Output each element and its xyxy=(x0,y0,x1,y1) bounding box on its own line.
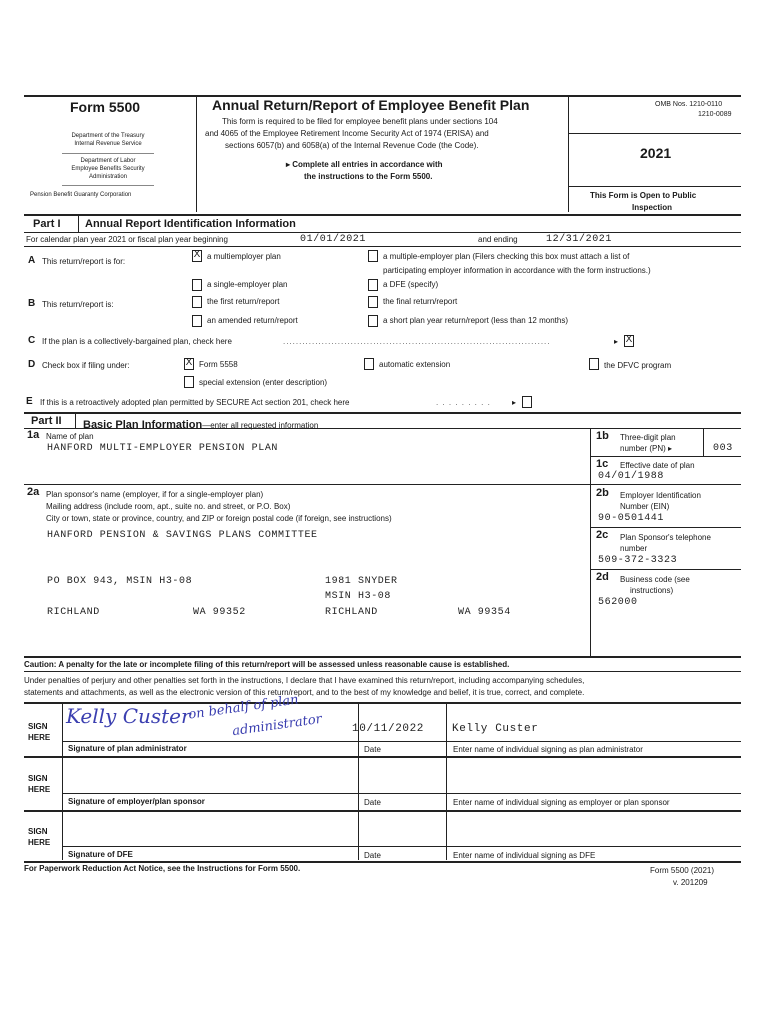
signature-note-2: administrator xyxy=(231,711,323,740)
special-extension-label: special extension (enter description) xyxy=(199,378,328,387)
agency-ebsa: Employee Benefits Security xyxy=(71,166,145,172)
sponsor-signature-label: Signature of employer/plan sponsor xyxy=(68,797,205,806)
part2-title-block: Basic Plan Information—enter all requested information xyxy=(83,419,319,431)
line-2d-number: 2d xyxy=(596,571,609,583)
line-2b-number: 2b xyxy=(596,487,609,499)
part2-label: Part II xyxy=(31,415,62,427)
plan-number-field[interactable]: 003 xyxy=(713,443,733,454)
arrow-right-icon: ▸ xyxy=(512,398,517,407)
line-c-letter: C xyxy=(28,335,36,346)
signature-note-1: on behalf of plan xyxy=(187,692,300,723)
mailing-address-field[interactable]: PO BOX 943, MSIN H3-08 xyxy=(47,576,193,587)
omb-number-1: OMB Nos. 1210-0110 xyxy=(655,101,723,108)
single-employer-label: a single-employer plan xyxy=(207,280,288,289)
sign-2-field-rule xyxy=(62,793,741,794)
part1-title-rule xyxy=(24,232,741,233)
arrow-right-icon: ▸ xyxy=(668,444,673,453)
multiple-employer-note: participating employer information in accordance with the form instructions.) xyxy=(383,266,651,275)
calendar-year-label: For calendar plan year 2021 or fiscal plan year beginning xyxy=(26,235,228,244)
business-code-field[interactable]: 562000 xyxy=(598,597,638,608)
line-2c-label-1: Plan Sponsor's telephone xyxy=(620,533,711,542)
administrator-signature-label: Signature of plan administrator xyxy=(68,744,187,753)
agency-divider-2 xyxy=(62,185,154,186)
multiemployer-label: a multiemployer plan xyxy=(207,252,281,261)
line-1c-label: Effective date of plan xyxy=(620,461,695,470)
line-1b-label-1: Three-digit plan xyxy=(620,433,676,442)
date-label-3: Date xyxy=(364,851,381,860)
sign-3-bottom-rule xyxy=(24,861,741,863)
part1-title: Annual Report Identification Information xyxy=(85,218,296,230)
form-revision: Form 5500 (2021) xyxy=(650,866,715,875)
line-2c-number: 2c xyxy=(596,529,609,541)
calendar-row-rule xyxy=(24,246,741,247)
sign-3-field-rule xyxy=(62,846,741,847)
final-return-label: the final return/report xyxy=(383,297,458,306)
automatic-extension-label: automatic extension xyxy=(379,360,451,369)
street-state-zip-field[interactable]: WA 99354 xyxy=(458,607,511,618)
multiemployer-checkbox[interactable]: X xyxy=(193,249,201,260)
arrow-right-icon: ▸ xyxy=(614,337,619,346)
form-description-2: and 4065 of the Employee Retirement Income Security Act of 1974 (ERISA) and xyxy=(205,129,489,138)
effective-date-field[interactable]: 04/01/1988 xyxy=(598,471,665,482)
part1-label-divider xyxy=(78,215,79,232)
multiple-employer-label: a multiple-employer plan (Filers checking this box must attach a list of xyxy=(383,252,630,261)
sign-2-bottom-rule xyxy=(24,810,741,812)
line-1b-rule xyxy=(590,456,741,457)
plan-name-field[interactable]: HANFORD MULTI-EMPLOYER PENSION PLAN xyxy=(47,443,279,454)
administrator-signature[interactable]: Kelly Custer xyxy=(66,704,191,728)
line-2c-rule xyxy=(590,569,741,570)
open-inspection-2: Inspection xyxy=(632,203,673,212)
sponsor-name-label: Enter name of individual signing as employer or plan sponsor xyxy=(453,798,670,807)
plan-year-begin-date[interactable]: 01/01/2021 xyxy=(300,234,367,245)
line-2c-label-2: number xyxy=(620,544,648,553)
phone-field[interactable]: 509-372-3323 xyxy=(598,555,678,566)
multiple-employer-checkbox[interactable] xyxy=(368,250,378,262)
secure-act-checkbox[interactable] xyxy=(522,396,532,408)
line-c-label: If the plan is a collectively-bargained plan, check here xyxy=(42,337,232,346)
form-title: Annual Return/Report of Employee Benefit Plan xyxy=(212,97,530,113)
sponsor-name-field[interactable]: HANFORD PENSION & SAVINGS PLANS COMMITTEE xyxy=(47,530,318,541)
part2-bottom-rule xyxy=(24,656,741,658)
form-description-1: This form is required to be filed for employee benefit plans under sections 104 xyxy=(222,117,498,126)
line-c-leader-dots: ................................................................................... xyxy=(283,337,551,346)
street-address-field[interactable]: 1981 SNYDER xyxy=(325,576,398,587)
plan-year-end-date[interactable]: 12/31/2021 xyxy=(546,234,613,245)
short-year-checkbox[interactable] xyxy=(368,315,378,327)
header-right-divider xyxy=(568,95,569,212)
ein-field[interactable]: 90-0501441 xyxy=(598,513,665,524)
plan-number-divider xyxy=(703,428,704,456)
sign-name-divider xyxy=(446,702,447,860)
part2-right-column-divider xyxy=(590,428,591,656)
here-label-2: HERE xyxy=(28,785,51,794)
line-a-label: This return/report is for: xyxy=(42,257,126,266)
sign-label-divider xyxy=(62,702,63,860)
amended-return-checkbox[interactable] xyxy=(192,315,202,327)
collectively-bargained-checkbox[interactable]: X xyxy=(625,334,633,345)
street-address-2-field[interactable]: MSIN H3-08 xyxy=(325,591,392,602)
agency-dol: Department of Labor xyxy=(80,158,136,164)
sign-1-field-rule xyxy=(62,741,741,742)
line-e-letter: E xyxy=(26,396,33,407)
agency-treasury: Department of the Treasury xyxy=(71,133,145,139)
open-inspection-1: This Form is Open to Public xyxy=(590,191,697,200)
line-e-label: If this is a retroactively adopted plan permitted by SECURE Act section 201, check here xyxy=(40,398,350,407)
form-version: v. 201209 xyxy=(673,878,708,887)
here-label-1: HERE xyxy=(28,733,51,742)
line-2a-label-3: City or town, state or province, country, and ZIP or foreign postal code (if foreign, see instructions) xyxy=(46,514,392,523)
dfe-name-label: Enter name of individual signing as DFE xyxy=(453,851,596,860)
line-2a-number: 2a xyxy=(27,486,40,498)
line-2b-rule xyxy=(590,527,741,528)
line-2a-label-2: Mailing address (include room, apt., suite no. and street, or P.O. Box) xyxy=(46,502,291,511)
form-name: Form 5500 xyxy=(70,99,141,115)
special-extension-checkbox[interactable] xyxy=(184,376,194,388)
header-left-divider xyxy=(196,95,197,212)
part2-top-rule xyxy=(24,412,741,414)
line-1c-number: 1c xyxy=(596,458,609,470)
line-2a-label-1: Plan sponsor's name (employer, if for a single-employer plan) xyxy=(46,490,264,499)
omb-number-2: 1210-0089 xyxy=(698,111,732,118)
first-return-label: the first return/report xyxy=(207,297,280,306)
dfvc-checkbox[interactable] xyxy=(589,358,599,370)
instructions-note-2: the instructions to the Form 5500. xyxy=(304,172,433,181)
form-5558-checkbox[interactable]: X xyxy=(185,357,193,368)
automatic-extension-checkbox[interactable] xyxy=(364,358,374,370)
amended-return-label: an amended return/report xyxy=(207,316,298,325)
perjury-statement-1: Under penalties of perjury and other penalties set forth in the instructions, I declare that I have examined this return/report, including accompanying schedules, xyxy=(24,676,585,685)
agency-ebsa-admin: Administration xyxy=(88,174,127,180)
line-2b-label-1: Employer Identification xyxy=(620,491,701,500)
short-year-label: a short plan year return/report (less than 12 months) xyxy=(383,316,568,325)
sign-label-1: SIGN xyxy=(28,722,48,731)
line-e-leader-dots: . . . . . . . . . xyxy=(436,398,491,407)
line-2d-label-2: instructions) xyxy=(630,586,674,595)
part1-top-rule xyxy=(24,214,741,216)
first-return-checkbox[interactable] xyxy=(192,296,202,308)
line-b-label: This return/report is: xyxy=(42,300,114,309)
agency-divider xyxy=(62,153,154,154)
form-year: 2021 xyxy=(640,145,672,161)
dfe-label: a DFE (specify) xyxy=(383,280,439,289)
dfe-checkbox[interactable] xyxy=(368,279,378,291)
mailing-city-field[interactable]: RICHLAND xyxy=(47,607,100,618)
administrator-sign-date[interactable]: 10/11/2022 xyxy=(352,723,425,735)
agency-pbgc: Pension Benefit Guaranty Corporation xyxy=(30,192,132,198)
arrow-right-icon: ▸ xyxy=(286,160,293,169)
mailing-state-zip-field[interactable]: WA 99352 xyxy=(193,607,246,618)
dfe-signature-label: Signature of DFE xyxy=(68,850,133,859)
line-1a-number: 1a xyxy=(27,429,40,441)
line-1b-label-2: number (PN) ▸ xyxy=(620,444,673,453)
caution-rule xyxy=(24,671,741,672)
final-return-checkbox[interactable] xyxy=(368,296,378,308)
paperwork-notice: For Paperwork Reduction Act Notice, see the Instructions for Form 5500. xyxy=(24,864,301,873)
line-1-bottom-rule xyxy=(24,484,741,485)
sign-label-2: SIGN xyxy=(28,774,48,783)
date-label-1: Date xyxy=(364,745,381,754)
line-1b-number: 1b xyxy=(596,430,609,442)
caution-text: Caution: A penalty for the late or incomplete filing of this return/report will be assessed unless reasonable cause is established. xyxy=(24,660,510,669)
sign-1-bottom-rule xyxy=(24,756,741,758)
year-box-top xyxy=(568,133,741,134)
line-d-letter: D xyxy=(28,359,36,370)
line-d-label: Check box if filing under: xyxy=(42,361,130,370)
and-ending-label: and ending xyxy=(478,235,518,244)
line-2d-label-1: Business code (see xyxy=(620,575,690,584)
street-city-field[interactable]: RICHLAND xyxy=(325,607,378,618)
year-box-bottom xyxy=(568,186,741,187)
line-1a-label: Name of plan xyxy=(46,432,94,441)
single-employer-checkbox[interactable] xyxy=(192,279,202,291)
line-2b-label-2: Number (EIN) xyxy=(620,502,670,511)
dfvc-label: the DFVC program xyxy=(604,361,672,370)
part1-label: Part I xyxy=(33,218,61,230)
form-description-3: sections 6057(b) and 6058(a) of the Internal Revenue Code (the Code). xyxy=(225,141,479,150)
line-b-letter: B xyxy=(28,298,36,309)
form-5558-label: Form 5558 xyxy=(199,360,238,369)
part2-label-divider xyxy=(75,413,76,429)
administrator-printed-name[interactable]: Kelly Custer xyxy=(452,723,539,735)
perjury-statement-2: statements and attachments, as well as the electronic version of this return/report, and to the best of my knowledge and belief, it is true, correct, and complete. xyxy=(24,688,585,697)
line-a-letter: A xyxy=(28,255,36,266)
part2-title-rule xyxy=(24,428,741,429)
here-label-3: HERE xyxy=(28,838,51,847)
administrator-name-label: Enter name of individual signing as plan administrator xyxy=(453,745,643,754)
date-label-2: Date xyxy=(364,798,381,807)
instructions-note-1: ▸ Complete all entries in accordance with xyxy=(286,160,443,169)
agency-irs: Internal Revenue Service xyxy=(74,141,142,147)
sign-label-3: SIGN xyxy=(28,827,48,836)
